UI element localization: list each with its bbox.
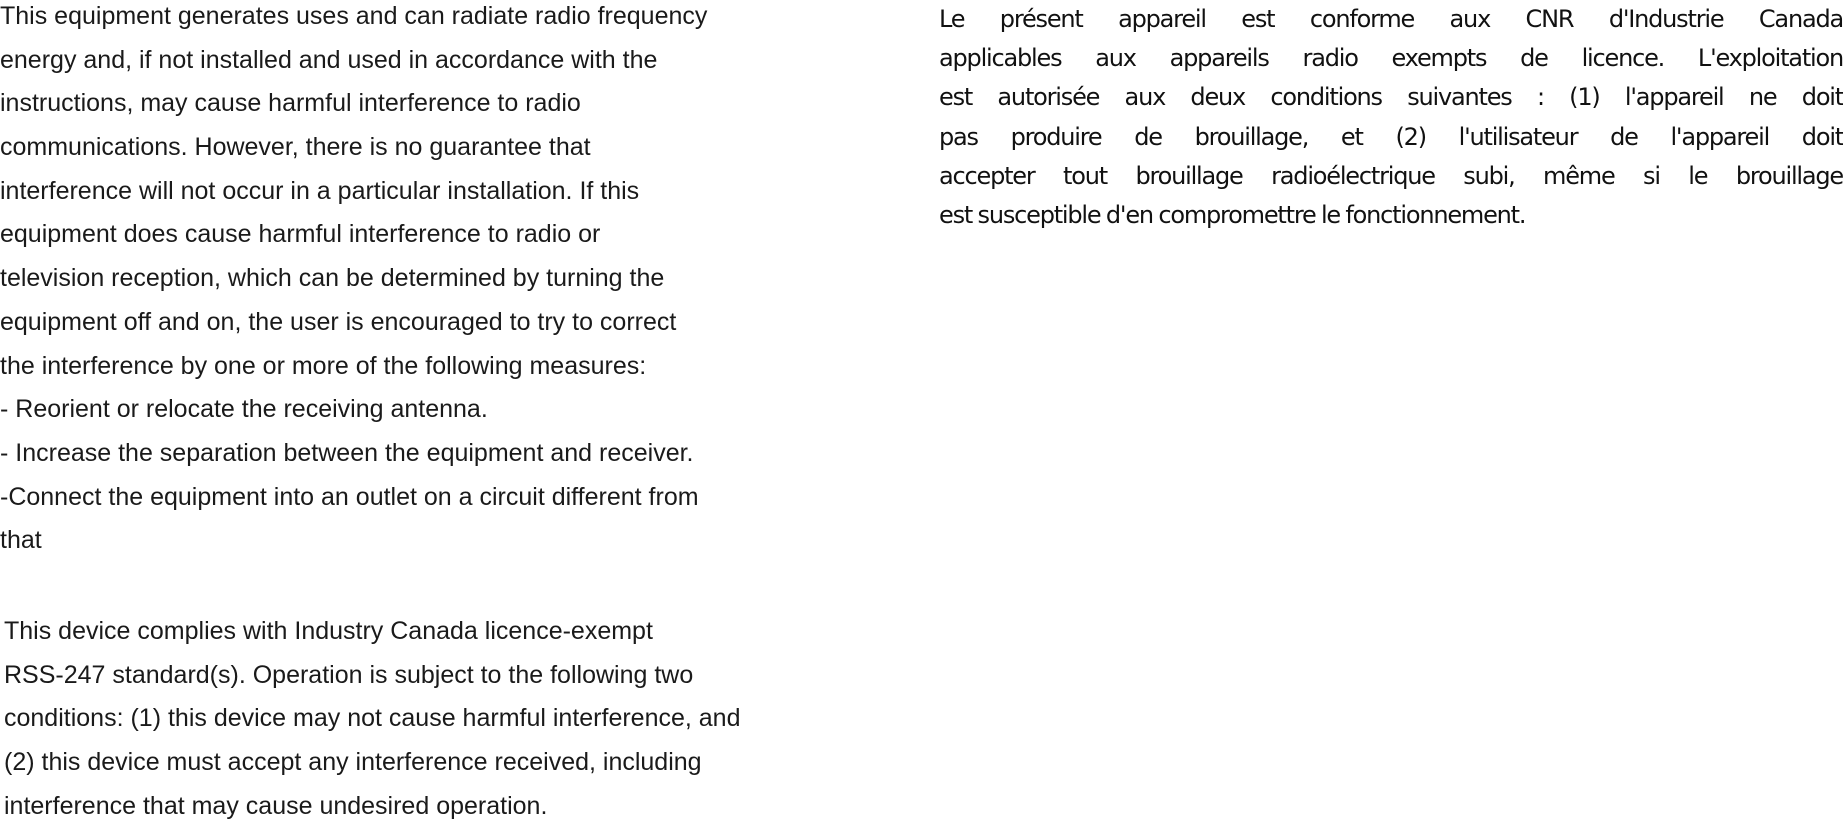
ic-en-line: This device complies with Industry Canada licence-exempt: [4, 617, 653, 645]
ic-statement-english: [4, 610, 864, 828]
ic-fr-line: accepter tout brouillage radioélectrique subi, même si le brouillage: [939, 161, 1843, 190]
ic-en-line: conditions: (1) this device may not cause harmful interference, and: [4, 704, 741, 733]
fcc-measure-reorient: - Reorient or relocate the receiving antenna.: [0, 395, 488, 424]
ic-fr-line: est susceptible d'en compromettre le fonctionnement.: [939, 200, 1526, 229]
fcc-line: equipment does cause harmful interference to radio or: [0, 220, 601, 249]
fcc-interference-statement: [0, 0, 830, 563]
fcc-line: interference will not occur in a particular installation. If this: [0, 176, 640, 205]
ic-fr-line: pas produire de brouillage, et (2) l'utilisateur de l'appareil doit: [939, 122, 1843, 151]
ic-en-line: (2) this device must accept any interference received, including: [4, 748, 702, 777]
fcc-line: This equipment generates uses and can radiate radio frequency: [0, 2, 708, 30]
fcc-line: television reception, which can be determined by turning the: [0, 264, 665, 293]
ic-en-line: interference that may cause undesired operation.: [4, 791, 548, 820]
fcc-measure-outlet: -Connect the equipment into an outlet on a circuit different from: [0, 482, 699, 511]
ic-fr-line: est autorisée aux deux conditions suivantes : (1) l'appareil ne doit: [939, 83, 1843, 112]
fcc-measure-separation: - Increase the separation between the equipment and receiver.: [0, 438, 694, 467]
fcc-line: that: [0, 526, 42, 555]
ic-fr-line: Le présent appareil est conforme aux CNR d'Industrie Canada: [939, 5, 1843, 33]
fcc-line: energy and, if not installed and used in accordance with the: [0, 45, 658, 74]
ic-statement-french: [939, 0, 1843, 235]
fcc-line: instructions, may cause harmful interference to radio: [0, 89, 581, 118]
fcc-line: communications. However, there is no guarantee that: [0, 133, 591, 162]
ic-fr-line: applicables aux appareils radio exempts de licence. L'exploitation: [939, 44, 1843, 73]
fcc-line: the interference by one or more of the following measures:: [0, 351, 647, 380]
fcc-line: equipment off and on, the user is encouraged to try to correct: [0, 307, 677, 336]
ic-en-line: RSS-247 standard(s). Operation is subject to the following two: [4, 660, 694, 689]
